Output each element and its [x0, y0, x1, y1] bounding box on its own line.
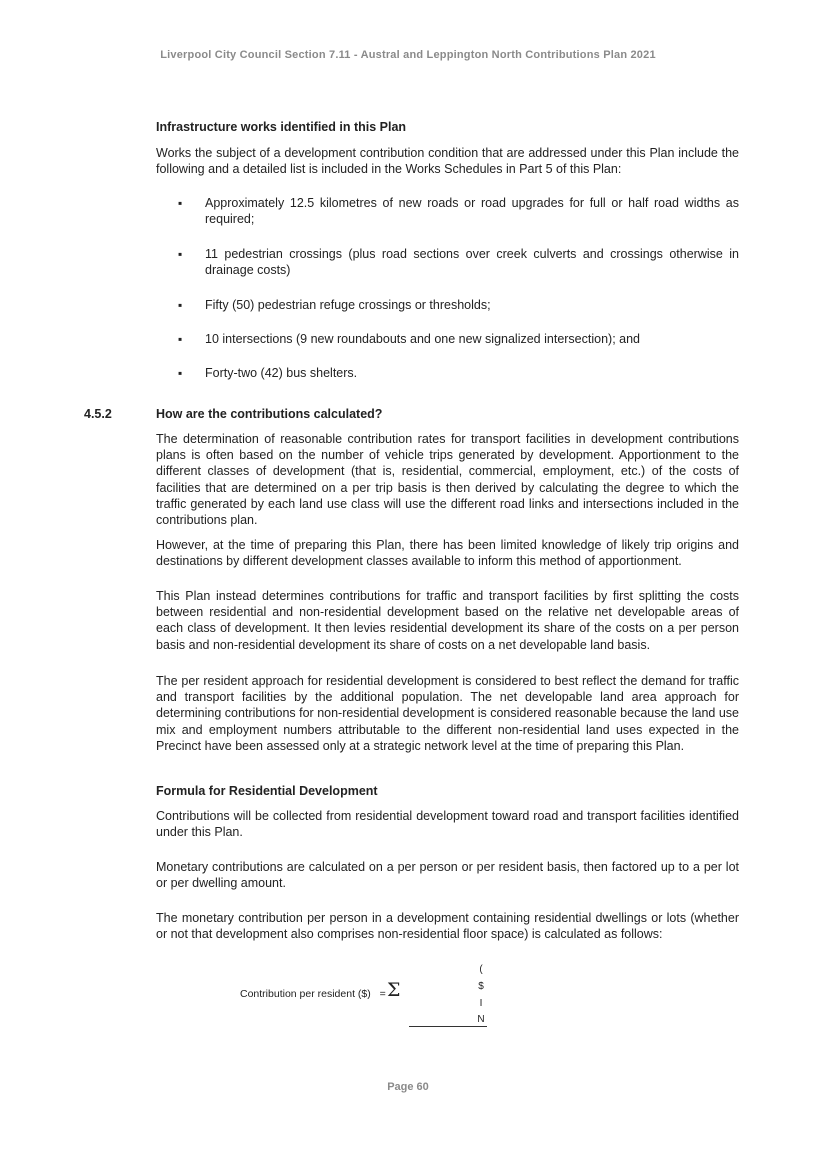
formula-numerator-char: I	[479, 998, 483, 1009]
running-header: Liverpool City Council Section 7.11 - Austral and Leppington North Contributions Plan 2021	[160, 49, 656, 61]
sigma-symbol: Σ	[387, 979, 401, 1001]
residential-paragraph: Contributions will be collected from residential development toward road and transport facilities identified under this Plan.	[156, 809, 739, 840]
section-paragraph: However, at the time of preparing this Plan, there has been limited knowledge of likely trip origins and destinations by different development classes available to inform this method of apportionment.	[156, 538, 739, 569]
section-number: 4.5.2	[84, 407, 112, 421]
bullet-marker: ▪	[178, 298, 183, 312]
section-paragraph: The per resident approach for residential development is considered to best reflect the demand for traffic and transport facilities by the additional population. The net developable land area approach for determining contributions for non-residential development is considered reasonable because the land use mix and employment numbers attributable to the different non-residential land uses expected in the Precinct have been assessed only at a strategic network level at the time of preparing this Plan.	[156, 674, 740, 753]
formula-label	[240, 988, 386, 1000]
section-paragraph: This Plan instead determines contributions for traffic and transport facilities by first splitting the costs between residential and non-residential development based on the relative net developable areas of each class of development. It then levies residential development its share of the costs on a per person basis and non-residential development its share of costs on a net developable land basis.	[156, 589, 739, 652]
formula-numerator-char: $	[478, 981, 484, 992]
residential-paragraph: Monetary contributions are calculated on a per person or per resident basis, then factored up to a per lot or per dwelling amount.	[156, 860, 739, 891]
infrastructure-intro: Works the subject of a development contribution condition that are addressed under this Plan include the following and a detailed list is included in the Works Schedules in Part 5 of this Plan:	[156, 146, 739, 177]
bullet-item: Fifty (50) pedestrian refuge crossings or thresholds;	[205, 298, 491, 312]
formula-numerator-char: (	[479, 964, 483, 975]
section-title: How are the contributions calculated?	[156, 407, 383, 421]
bullet-item: Forty-two (42) bus shelters.	[205, 366, 358, 380]
residential-heading: Formula for Residential Development	[156, 784, 378, 798]
section-paragraph: The determination of reasonable contribution rates for transport facilities in development contributions plans is often based on the number of vehicle trips generated by development. Apportionment to the different classes of development (that is, residential, commercial, employment, etc.) of the costs of facilities that are determined on a per trip basis is then derived by calculating the degree to which the traffic generated by each land use class will use the different road links and intersections included in the contributions plan.	[156, 432, 739, 528]
bullet-item: 11 pedestrian crossings (plus road sections over creek culverts and crossings otherwise in drainage costs)	[205, 247, 739, 278]
bullet-marker: ▪	[178, 247, 183, 261]
bullet-item: Approximately 12.5 kilometres of new roads or road upgrades for full or half road widths as required;	[205, 196, 739, 227]
formula-denominator-char: N	[477, 1014, 485, 1025]
residential-paragraph: The monetary contribution per person in a development containing residential dwellings or lots (whether or not that development also comprises non-residential floor space) is calculated as follows:	[156, 911, 739, 942]
formula-label-text: Contribution per resident ($)	[240, 988, 371, 1000]
bullet-marker: ▪	[178, 366, 183, 380]
bullet-item: 10 intersections (9 new roundabouts and one new signalized intersection); and	[205, 332, 640, 346]
infrastructure-heading: Infrastructure works identified in this Plan	[156, 120, 407, 134]
page-number: Page 60	[387, 1081, 429, 1093]
bullet-marker: ▪	[178, 332, 183, 346]
formula-equals: =	[379, 988, 386, 1000]
fraction-line	[409, 1026, 487, 1027]
bullet-marker: ▪	[178, 196, 183, 210]
